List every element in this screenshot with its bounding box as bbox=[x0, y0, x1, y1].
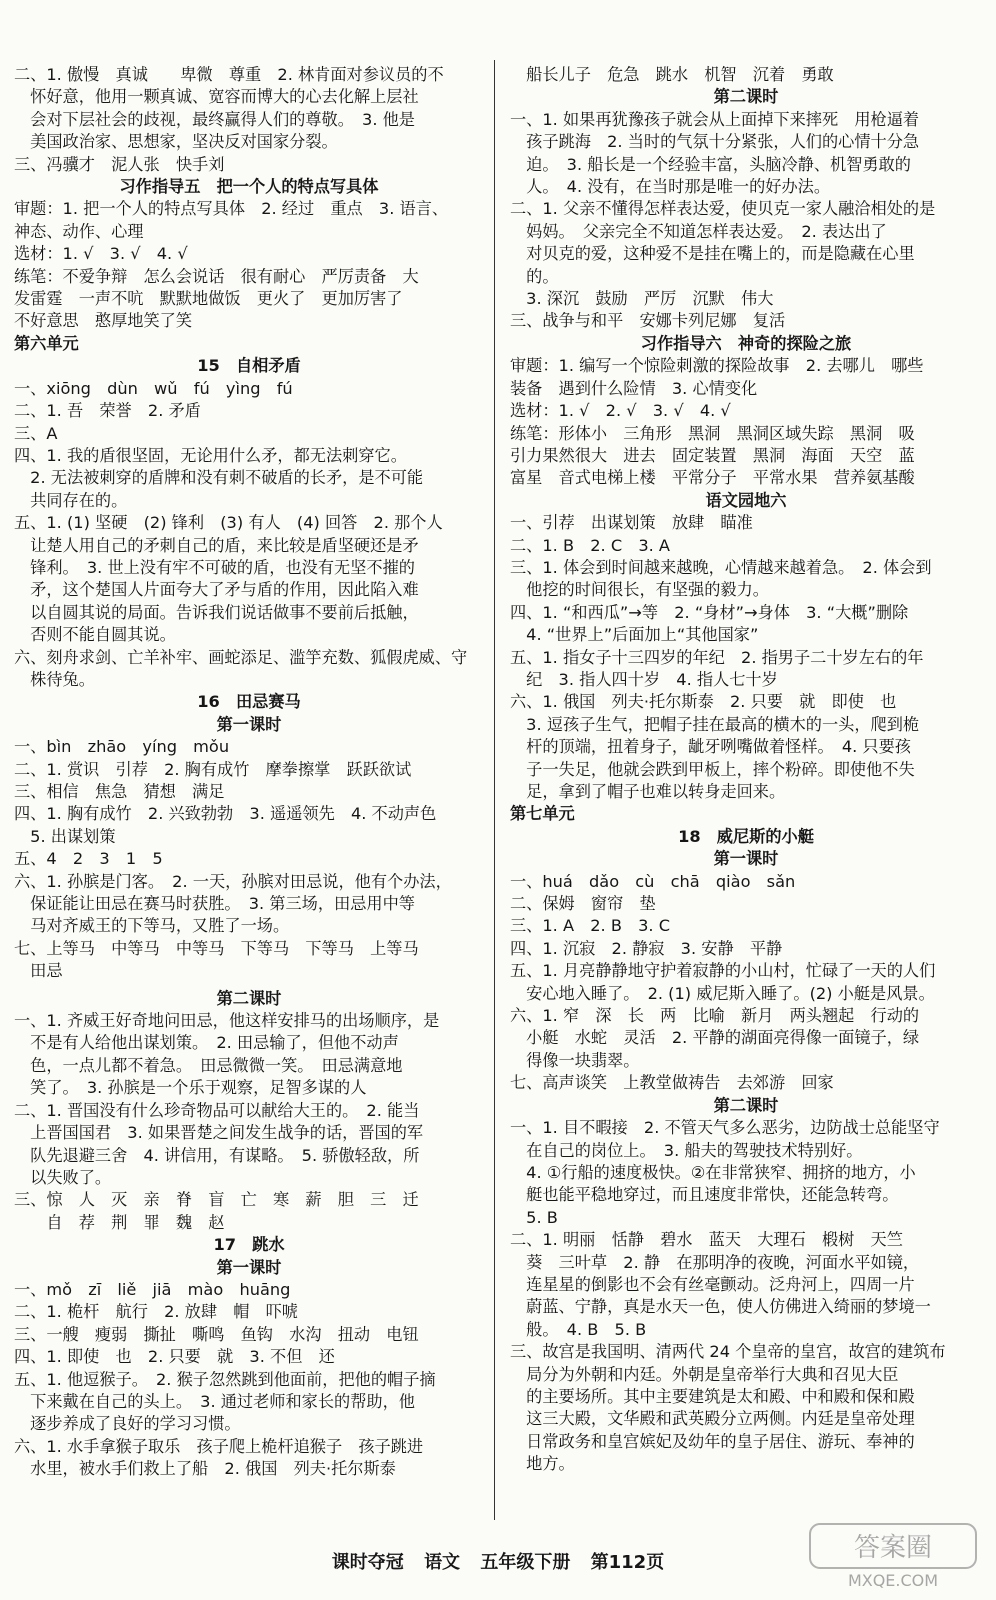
answer-line: 三、故宫是我国明、清两代 24 个皇帝的皇宫，故宫的建筑布 bbox=[510, 1342, 946, 1362]
answer-line: 会对下层社会的歧视，最终赢得人们的尊敬。 3. 他是 bbox=[14, 109, 415, 129]
answer-line: 一、huá dǎo cù chā qiào sǎn bbox=[510, 871, 796, 891]
answer-line: 四、1. 沉寂 2. 静寂 3. 安静 平静 bbox=[510, 938, 783, 958]
answer-line: 般。 4. B 5. B bbox=[510, 1319, 647, 1339]
answer-line: 株待兔。 bbox=[14, 669, 95, 689]
answer-line: 神态、动作、心理 bbox=[14, 221, 144, 241]
answer-line: 三、一艘 瘦弱 撕扯 嘶鸣 鱼钩 水沟 扭动 电钮 bbox=[14, 1324, 419, 1344]
answer-line: 审题：1. 编写一个惊险刺激的探险故事 2. 去哪儿 哪些 bbox=[510, 356, 924, 376]
answer-line: 的。 bbox=[510, 266, 559, 286]
section-heading: 16 田忌赛马 bbox=[197, 692, 301, 712]
answer-line: 一、引荐 出谋划策 放肆 瞄准 bbox=[510, 513, 753, 533]
answer-line: 5. 出谋划策 bbox=[14, 826, 116, 846]
answer-line: 一、1. 目不暇接 2. 不管天气多么恶劣，边防战士总能坚守 bbox=[510, 1118, 940, 1138]
answer-line: 四、1. “和西瓜”→等 2. “身材”→身体 3. “大概”删除 bbox=[510, 602, 909, 622]
answer-line: 足，拿到了帽子也难以转身走回来。 bbox=[510, 782, 786, 801]
section-heading: 第二课时 bbox=[216, 988, 282, 1008]
answer-line: 4. ①行船的速度极快。②在非常狭窄、拥挤的地方，小 bbox=[510, 1162, 916, 1182]
answer-line: 二、保姆 窗帘 垫 bbox=[510, 894, 656, 914]
watermark-url: MXQE.COM bbox=[847, 1571, 939, 1590]
answer-line: 六、刻舟求剑、亡羊补牢、画蛇添足、滥竽充数、狐假虎威、守 bbox=[14, 647, 468, 667]
answer-line: 下来戴在自己的头上。 3. 通过老师和家长的帮助，他 bbox=[14, 1391, 415, 1411]
answer-line: 局分为外朝和内廷。外朝是皇帝举行大典和召见大臣 bbox=[510, 1364, 899, 1384]
section-heading: 第二课时 bbox=[713, 87, 779, 107]
section-heading: 第七单元 bbox=[510, 804, 575, 824]
section-heading: 第一课时 bbox=[713, 849, 779, 869]
answer-line: 二、1. 父亲不懂得怎样表达爱，使贝克一家人融洽相处的是 bbox=[510, 199, 936, 219]
answer-line: 安心地入睡了。 2. (1) 威尼斯入睡了。(2) 小艇是风景。 bbox=[510, 983, 935, 1003]
answer-line: 选材：1. √ 2. √ 3. √ 4. √ bbox=[510, 401, 731, 421]
answer-line: 三、惊 人 灭 亲 脊 盲 亡 寒 薪 胆 三 迁 bbox=[14, 1190, 419, 1210]
section-heading: 第一课时 bbox=[216, 1257, 282, 1277]
answer-line: 日常政务和皇宫嫔妃及幼年的皇子居住、游玩、奉神的 bbox=[510, 1431, 915, 1451]
right-column bbox=[510, 64, 982, 1476]
answer-line: 一、xiōng dùn wǔ fú yìng fú bbox=[14, 378, 293, 398]
answer-line: 三、1. A 2. B 3. C bbox=[510, 916, 671, 936]
answer-line: 以失败了。 bbox=[14, 1167, 112, 1187]
section-heading: 18 威尼斯的小艇 bbox=[678, 826, 814, 846]
left-column bbox=[14, 64, 484, 1481]
answer-line: 2. 无法被刺穿的盾牌和没有刺不破盾的长矛，是不可能 bbox=[14, 468, 424, 488]
answer-line: 地方。 bbox=[510, 1454, 575, 1474]
answer-line: 得像一块翡翠。 bbox=[510, 1050, 640, 1070]
answer-line: 孩子跳海 2. 当时的气氛十分紧张，人们的心情十分急 bbox=[510, 132, 920, 152]
answer-line: 对贝克的爱，这种爱不是挂在嘴上的，而是隐藏在心里 bbox=[510, 244, 915, 264]
answer-line: 一、mǒ zī liě jiā mào huāng bbox=[14, 1279, 291, 1299]
answer-line: 美国政治家、思想家，坚决反对国家分裂。 bbox=[14, 132, 338, 152]
answer-line: 杆的顶端，扭着身子，龇牙咧嘴做着怪样。 4. 只要孩 bbox=[510, 737, 911, 757]
answer-line: 四、1. 胸有成竹 2. 兴致勃勃 3. 遥遥领先 4. 不动声色 bbox=[14, 804, 437, 824]
section-heading: 习作指导五 把一个人的特点写具体 bbox=[119, 177, 379, 197]
answer-line: 自 荐 荆 罪 魏 赵 bbox=[14, 1212, 225, 1232]
answer-line: 六、1. 孙膑是门客。 2. 一天，孙膑对田忌说，他有个办法， bbox=[14, 871, 452, 891]
answer-line: 二、1. 桅杆 航行 2. 放肆 帽 吓唬 bbox=[14, 1302, 298, 1322]
section-heading: 第二课时 bbox=[713, 1095, 779, 1115]
footer-book-title: 课时夺冠 bbox=[331, 1552, 404, 1573]
answer-line: 3. 逗孩子生气，把帽子挂在最高的横木的一头，爬到桅 bbox=[510, 714, 920, 734]
section-heading: 第一课时 bbox=[216, 714, 282, 734]
answer-line: 队先退避三舍 4. 讲信用，有谋略。 5. 骄傲轻敌，所 bbox=[14, 1145, 420, 1165]
answer-line: 五、1. 指女子十三四岁的年纪 2. 指男子二十岁左右的年 bbox=[510, 647, 924, 667]
answer-line: 发雷霆 一声不吭 默默地做饭 更火了 更加厉害了 bbox=[14, 289, 403, 309]
watermark-text: 答案圈 bbox=[853, 1533, 933, 1563]
column-divider bbox=[494, 60, 495, 1520]
answer-line: 六、1. 俄国 列夫·托尔斯泰 2. 只要 就 即使 也 bbox=[510, 692, 897, 712]
answer-line: 四、1. 我的盾很坚固，无论用什么矛，都无法刺穿它。 bbox=[14, 445, 407, 465]
answer-line: 子一失足，他就会跌到甲板上，摔个粉碎。即使他不失 bbox=[510, 759, 915, 779]
answer-line: 三、冯骥才 泥人张 快手刘 bbox=[14, 154, 225, 174]
answer-line: 马对齐威王的下等马，又胜了一场。 bbox=[14, 916, 290, 936]
answer-line: 共同存在的。 bbox=[14, 490, 128, 510]
answer-line: 笑了。 3. 孙膑是一个乐于观察，足智多谋的人 bbox=[14, 1078, 367, 1098]
answer-line: 他挖的时间很长，有坚强的毅力。 bbox=[510, 580, 769, 600]
answer-line: 5. B bbox=[510, 1207, 558, 1227]
answer-line: 五、4 2 3 1 5 bbox=[14, 849, 163, 869]
section-heading: 17 跳水 bbox=[213, 1235, 285, 1255]
answer-line: 六、1. 窄 深 长 两 比喻 新月 两头翘起 行动的 bbox=[510, 1006, 920, 1026]
answer-line: 二、1. 明丽 恬静 碧水 蓝天 大理石 椴树 天竺 bbox=[510, 1230, 903, 1250]
answer-line: 一、bìn zhāo yíng mǒu bbox=[14, 737, 230, 757]
answer-line: 否则不能自圆其说。 bbox=[14, 625, 176, 645]
answer-line: 田忌 bbox=[14, 961, 63, 981]
answer-line: 艇也能平稳地穿过，而且速度非常快，还能急转弯。 bbox=[510, 1185, 899, 1205]
answer-line: 让楚人用自己的矛刺自己的盾，来比较是盾坚硬还是矛 bbox=[14, 535, 419, 555]
answer-line: 富星 音式电梯上楼 平常分子 平常水果 营养氨基酸 bbox=[510, 468, 915, 488]
answer-line: 一、1. 如果再犹豫孩子就会从上面掉下来摔死 用枪逼着 bbox=[510, 109, 920, 129]
answer-line: 不是有人给他出谋划策。 2. 田忌输了，但他不动声 bbox=[14, 1033, 399, 1053]
section-heading: 习作指导六 神奇的探险之旅 bbox=[640, 333, 852, 353]
answer-line: 葵 三叶草 2. 静 在那明净的夜晚，河面水平如镜， bbox=[510, 1252, 920, 1272]
answer-line: 七、高声谈笑 上教堂做祷告 去郊游 回家 bbox=[510, 1073, 834, 1093]
answer-line: 的主要场所。其中主要建筑是太和殿、中和殿和保和殿 bbox=[510, 1386, 915, 1406]
answer-line: 二、1. 赏识 引荐 2. 胸有成竹 摩拳擦掌 跃跃欲试 bbox=[14, 759, 412, 779]
answer-line: 二、1. 吾 荣誉 2. 矛盾 bbox=[14, 401, 201, 421]
answer-line: 二、1. 傲慢 真诚 卑微 尊重 2. 林肯面对参议员的不 bbox=[14, 65, 444, 84]
answer-line: 不好意思 憨厚地笑了笑 bbox=[14, 311, 193, 331]
answer-line: 三、A bbox=[14, 423, 58, 443]
answer-line: 三、战争与和平 安娜卡列尼娜 复活 bbox=[510, 311, 786, 331]
answer-line: 迫。 3. 船长是一个经验丰富，头脑冷静、机智勇敢的 bbox=[510, 154, 911, 174]
answer-line: 妈妈。 父亲完全不知道怎样表达爱。 2. 表达出了 bbox=[510, 221, 887, 241]
answer-line: 引力果然很大 进去 固定装置 黑洞 海面 天空 蓝 bbox=[510, 445, 915, 465]
answer-line: 七、上等马 中等马 中等马 下等马 下等马 上等马 bbox=[14, 938, 419, 958]
answer-line: 4. “世界上”后面加上“其他国家” bbox=[510, 625, 759, 645]
watermark-logo bbox=[808, 1522, 978, 1592]
answer-line: 以自圆其说的局面。告诉我们说话做事不要前后抵触， bbox=[14, 602, 419, 622]
answer-line: 二、1. 晋国没有什么珍奇物品可以献给大王的。 2. 能当 bbox=[14, 1100, 420, 1120]
answer-line: 水里，被水手们救上了船 2. 俄国 列夫·托尔斯泰 bbox=[14, 1459, 396, 1479]
answer-line: 六、1. 水手拿猴子取乐 孩子爬上桅杆追猴子 孩子跳进 bbox=[14, 1436, 424, 1456]
answer-line: 五、1. 他逗猴子。 2. 猴子忽然跳到他面前，把他的帽子摘 bbox=[14, 1369, 436, 1389]
answer-line: 蔚蓝、宁静，真是水天一色，使人仿佛进入绮丽的梦境一 bbox=[510, 1297, 931, 1317]
answer-line: 这三大殿，文华殿和武英殿分立两侧。内廷是皇帝处理 bbox=[510, 1409, 915, 1429]
answer-line: 保证能让田忌在赛马时获胜。 3. 第三场，田忌用中等 bbox=[14, 894, 415, 914]
answer-line: 五、1. 月亮静静地守护着寂静的小山村，忙碌了一天的人们 bbox=[510, 961, 936, 981]
section-heading: 15 自相矛盾 bbox=[197, 356, 301, 376]
footer-grade: 五年级下册 bbox=[480, 1552, 571, 1573]
answer-line: 二、1. B 2. C 3. A bbox=[510, 535, 671, 555]
answer-line: 纪 3. 指人四十岁 4. 指人七十岁 bbox=[510, 669, 778, 689]
answer-line: 审题：1. 把一个人的特点写具体 2. 经过 重点 3. 语言、 bbox=[14, 199, 449, 219]
answer-line: 一、1. 齐威王好奇地问田忌，他这样安排马的出场顺序，是 bbox=[14, 1011, 440, 1031]
answer-line: 上晋国国君 3. 如果晋楚之间发生战争的话，晋国的军 bbox=[14, 1123, 424, 1143]
footer-subject: 语文 bbox=[424, 1552, 461, 1573]
section-heading: 第六单元 bbox=[14, 333, 79, 353]
footer-page-number: 第112页 bbox=[590, 1552, 665, 1573]
answer-line: 人。 4. 没有，在当时那是唯一的好办法。 bbox=[510, 177, 831, 197]
answer-line: 三、相信 焦急 猜想 满足 bbox=[14, 782, 225, 801]
section-heading: 语文园地六 bbox=[705, 490, 787, 510]
answer-line: 怀好意，他用一颗真诚、宽容而博大的心去化解上层社 bbox=[14, 87, 419, 107]
answer-line: 小艇 水蛇 灵活 2. 平静的湖面亮得像一面镜子，绿 bbox=[510, 1028, 920, 1048]
answer-line: 逐步养成了良好的学习习惯。 bbox=[14, 1414, 241, 1434]
answer-line: 矛，这个楚国人片面夸大了矛与盾的作用，因此陷入难 bbox=[14, 580, 419, 600]
answer-line: 连星星的倒影也不会有丝毫颤动。泛舟河上，四周一片 bbox=[510, 1274, 915, 1294]
answer-line: 船长儿子 危急 跳水 机智 沉着 勇敢 bbox=[510, 65, 834, 84]
answer-line: 3. 深沉 鼓励 严厉 沉默 伟大 bbox=[510, 289, 774, 309]
answer-line: 练笔：形体小 三角形 黑洞 黑洞区域失踪 黑洞 吸 bbox=[510, 423, 915, 443]
answer-line: 四、1. 即使 也 2. 只要 就 3. 不但 还 bbox=[14, 1347, 335, 1367]
answer-line: 在自己的岗位上。 3. 船夫的驾驶技术特别好。 bbox=[510, 1140, 863, 1160]
answer-line: 锋利。 3. 世上没有牢不可破的盾，也没有无坚不摧的 bbox=[14, 557, 415, 577]
answer-line: 色，一点儿都不着急。 田忌微微一笑。 田忌满意地 bbox=[14, 1055, 403, 1075]
answer-line: 选材：1. √ 3. √ 4. √ bbox=[14, 244, 188, 264]
answer-line: 练笔：不爱争辩 怎么会说话 很有耐心 严厉责备 大 bbox=[14, 266, 419, 286]
answer-line: 装备 遇到什么险情 3. 心情变化 bbox=[510, 378, 758, 398]
answer-line: 五、1. (1) 坚硬 (2) 锋利 (3) 有人 (4) 回答 2. 那个人 bbox=[14, 513, 443, 533]
answer-line: 三、1. 体会到时间越来越晚，心情越来越着急。 2. 体会到 bbox=[510, 557, 932, 577]
